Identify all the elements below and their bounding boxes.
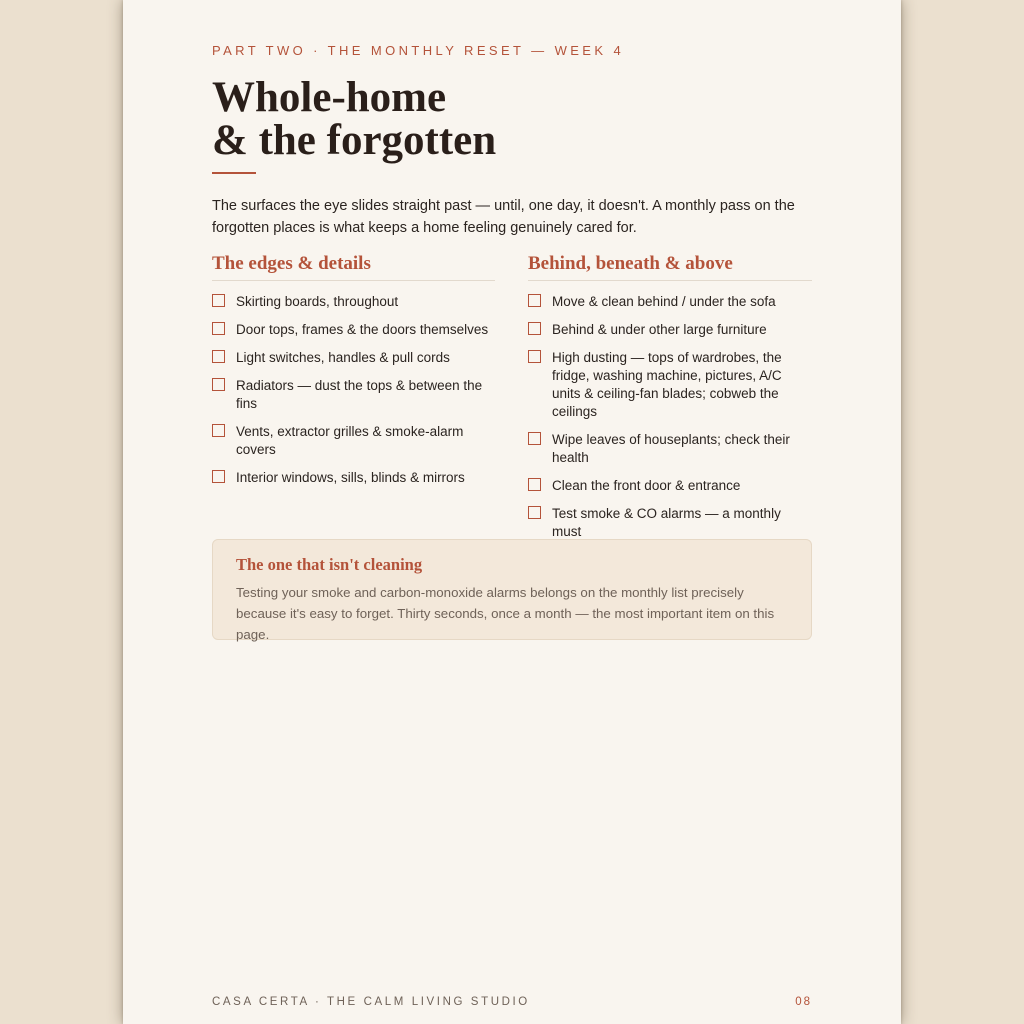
page-title-line-1: Whole-home: [212, 74, 447, 121]
checklist-item-label: Move & clean behind / under the sofa: [552, 294, 776, 309]
checklist-item: [212, 423, 495, 459]
checklist-item-label: Vents, extractor grilles & smoke-alarm covers: [236, 424, 464, 457]
page-number: 08: [795, 996, 812, 1008]
checklist-item: [212, 321, 495, 339]
section-kicker: PART TWO · THE MONTHLY RESET — WEEK 4: [212, 43, 625, 58]
checklist-item: [528, 505, 812, 541]
checklist-item-label: High dusting — tops of wardrobes, the fridge, washing machine, pictures, A/C units & ceiling-fan blades; cobweb the ceilings: [552, 350, 782, 419]
checklist-item: [212, 377, 495, 413]
checklist-item-label: Skirting boards, throughout: [236, 294, 399, 309]
checkbox[interactable]: [212, 294, 225, 307]
title-divider: [212, 172, 256, 174]
checklist-item: [528, 293, 812, 311]
checklist: [212, 293, 495, 487]
checklist-item-label: Test smoke & CO alarms — a monthly must: [552, 506, 781, 539]
checklist: [528, 293, 812, 541]
checklist-item-label: Radiators — dust the tops & between the fins: [236, 378, 483, 411]
checklist-column-edges: [212, 251, 495, 497]
checkbox[interactable]: [528, 350, 541, 363]
checklist-item-label: Behind & under other large furniture: [552, 322, 767, 337]
checkbox[interactable]: [528, 294, 541, 307]
checklist-item-label: Door tops, frames & the doors themselves: [236, 322, 489, 337]
checklist-item: [528, 477, 812, 495]
checkbox[interactable]: [528, 506, 541, 519]
column-divider: [528, 280, 812, 281]
intro-paragraph: The surfaces the eye slides straight past — until, one day, it doesn't. A monthly pass on the forgotten places is what keeps a home feeling genuinely cared for.: [212, 198, 795, 236]
checkbox[interactable]: [528, 322, 541, 335]
checklist-column-behind: [528, 251, 812, 551]
checkbox[interactable]: [212, 470, 225, 483]
checklist-item-label: Interior windows, sills, blinds & mirrors: [236, 470, 465, 485]
checklist-item: [212, 293, 495, 311]
checkbox[interactable]: [212, 378, 225, 391]
column-divider: [212, 280, 495, 281]
checklist-item: [528, 349, 812, 421]
checkbox[interactable]: [528, 478, 541, 491]
column-heading: The edges & details: [212, 253, 371, 274]
callout-title: The one that isn't cleaning: [236, 555, 423, 574]
checklist-item: [528, 431, 812, 467]
page-title: [212, 76, 812, 162]
checklist-item-label: Light switches, handles & pull cords: [236, 350, 450, 365]
page-sheet: [123, 0, 901, 1024]
checklist-item: [212, 469, 495, 487]
callout-box: [212, 539, 812, 640]
checklist-item-label: Wipe leaves of houseplants; check their health: [552, 432, 790, 465]
checklist-item: [212, 349, 495, 367]
checkbox[interactable]: [212, 424, 225, 437]
checkbox[interactable]: [212, 350, 225, 363]
footer-brand: CASA CERTA · THE CALM LIVING STUDIO: [212, 996, 530, 1008]
page-title-line-2: & the forgotten: [212, 117, 497, 164]
checkbox[interactable]: [528, 432, 541, 445]
callout-body: Testing your smoke and carbon-monoxide alarms belongs on the monthly list precisely because it's easy to forget. Thirty seconds, once a month — the most important item on this page.: [236, 585, 775, 642]
checklist-item-label: Clean the front door & entrance: [552, 478, 741, 493]
column-heading: Behind, beneath & above: [528, 253, 733, 274]
checkbox[interactable]: [212, 322, 225, 335]
checklist-item: [528, 321, 812, 339]
